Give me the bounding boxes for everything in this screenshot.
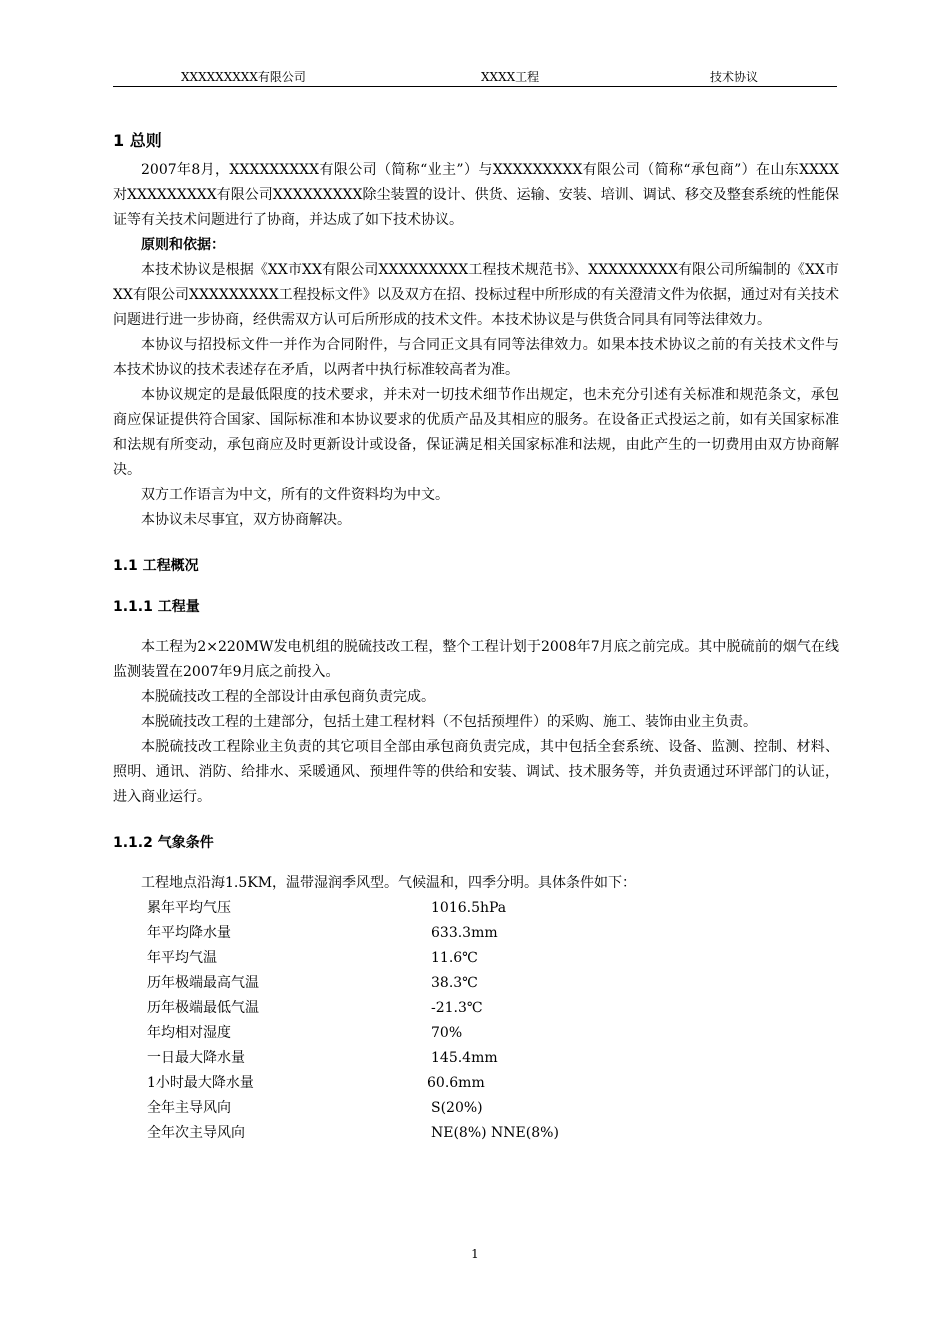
weather-row xyxy=(113,896,839,921)
section-1-1-title: 1.1 工程概况 xyxy=(113,558,199,574)
weather-label: 年均相对湿度 xyxy=(147,1025,231,1041)
weather-row xyxy=(113,971,839,996)
weather-intro: 工程地点沿海1.5KM，温带湿润季风型。气候温和，四季分明。具体条件如下： xyxy=(141,875,637,891)
weather-label: 年平均气温 xyxy=(147,950,217,966)
weather-value: NE(8%) NNE(8%) xyxy=(431,1125,559,1141)
principles-paragraph-5: 本协议未尽事宜，双方协商解决。 xyxy=(141,512,351,528)
weather-row xyxy=(113,946,839,971)
weather-value: 11.6℃ xyxy=(431,950,478,966)
weather-row xyxy=(113,1096,839,1121)
header-company: XXXXXXXXX有限公司 xyxy=(181,70,306,84)
section-1-1-2-title: 1.1.2 气象条件 xyxy=(113,835,214,851)
weather-value: S(20%) xyxy=(431,1100,483,1116)
weather-value: -21.3℃ xyxy=(431,1000,483,1016)
scope-paragraph-4: 本脱硫技改工程除业主负责的其它项目全部由承包商负责完成，其中包括全套系统、设备、监测、控制、材料、照明、通讯、消防、给排水、采暖通风、预埋件等的供给和安装、调试、技术服务等，并负责通过环评部门的认证，进入商业运行。 xyxy=(113,739,839,805)
scope-paragraph-2: 本脱硫技改工程的全部设计由承包商负责完成。 xyxy=(141,689,435,705)
header-project: XXXX工程 xyxy=(481,70,540,84)
weather-row xyxy=(113,1121,839,1146)
weather-value: 633.3mm xyxy=(431,925,498,941)
page-number: 1 xyxy=(471,1247,479,1261)
weather-conditions-list xyxy=(113,896,839,1146)
weather-label: 年平均降水量 xyxy=(147,925,231,941)
weather-row xyxy=(113,921,839,946)
principles-paragraph-1: 本技术协议是根据《XX市XX有限公司XXXXXXXXX工程技术规范书》、XXXXXXXXX有限公司所编制的《XX市XX有限公司XXXXXXXXX工程投标文件》以及双方在招、投标过程中所形成的有关澄清文件为依据，通过对有关技术问题进行进一步协商，经供需双方认可后所形成的技术文件。本技术协议是与供货合同具有同等法律效力。 xyxy=(113,262,839,328)
weather-value: 70% xyxy=(431,1025,463,1041)
weather-value: 38.3℃ xyxy=(431,975,478,991)
weather-label: 历年极端最高气温 xyxy=(147,975,259,991)
principles-paragraph-4: 双方工作语言为中文，所有的文件资料均为中文。 xyxy=(141,487,449,503)
scope-paragraph-1: 本工程为2×220MW发电机组的脱硫技改工程，整个工程计划于2008年7月底之前完成。其中脱硫前的烟气在线监测装置在2007年9月底之前投入。 xyxy=(113,639,839,680)
page-header xyxy=(113,66,837,87)
weather-row xyxy=(113,1046,839,1071)
principles-label: 原则和依据： xyxy=(141,237,225,253)
weather-label: 历年极端最低气温 xyxy=(147,1000,259,1016)
scope-paragraph-3: 本脱硫技改工程的土建部分，包括土建工程材料（不包括预埋件）的采购、施工、装饰由业主负责。 xyxy=(141,714,757,730)
weather-row xyxy=(113,1071,839,1096)
weather-label: 全年主导风向 xyxy=(147,1100,231,1116)
weather-row xyxy=(113,996,839,1021)
weather-value: 1016.5hPa xyxy=(431,900,507,916)
weather-label: 累年平均气压 xyxy=(147,900,231,916)
header-doc-type: 技术协议 xyxy=(710,70,759,84)
weather-value: 145.4mm xyxy=(431,1050,498,1066)
principles-paragraph-2: 本协议与招投标文件一并作为合同附件，与合同正文具有同等法律效力。如果本技术协议之前的有关技术文件与本技术协议的技术表述存在矛盾，以两者中执行标准较高者为准。 xyxy=(113,337,839,378)
principles-paragraph-3: 本协议规定的是最低限度的技术要求，并未对一切技术细节作出规定，也未充分引述有关标准和规范条文，承包商应保证提供符合国家、国际标准和本协议要求的优质产品及其相应的服务。在设备正式投运之前，如有关国家标准和法规有所变动，承包商应及时更新设计或设备，保证满足相关国家标准和法规，由此产生的一切费用由双方协商解决。 xyxy=(113,387,839,478)
section-1-intro: 2007年8月，XXXXXXXXX有限公司（简称“业主”）与XXXXXXXXX有限公司（简称“承包商”）在山东XXXX对XXXXXXXXX有限公司XXXXXXXXX除尘装置的设计、供货、运输、安装、培训、调试、移交及整套系统的性能保证等有关技术问题进行了协商，并达成了如下技术协议。 xyxy=(113,162,839,228)
section-1-1-1-title: 1.1.1 工程量 xyxy=(113,599,200,615)
page-content xyxy=(113,128,839,1146)
section-1-title: 1 总则 xyxy=(113,131,162,150)
weather-label: 全年次主导风向 xyxy=(147,1125,245,1141)
weather-value: 60.6mm xyxy=(427,1075,485,1091)
weather-row xyxy=(113,1021,839,1046)
weather-label: 1小时最大降水量 xyxy=(147,1075,254,1091)
weather-label: 一日最大降水量 xyxy=(147,1050,245,1066)
